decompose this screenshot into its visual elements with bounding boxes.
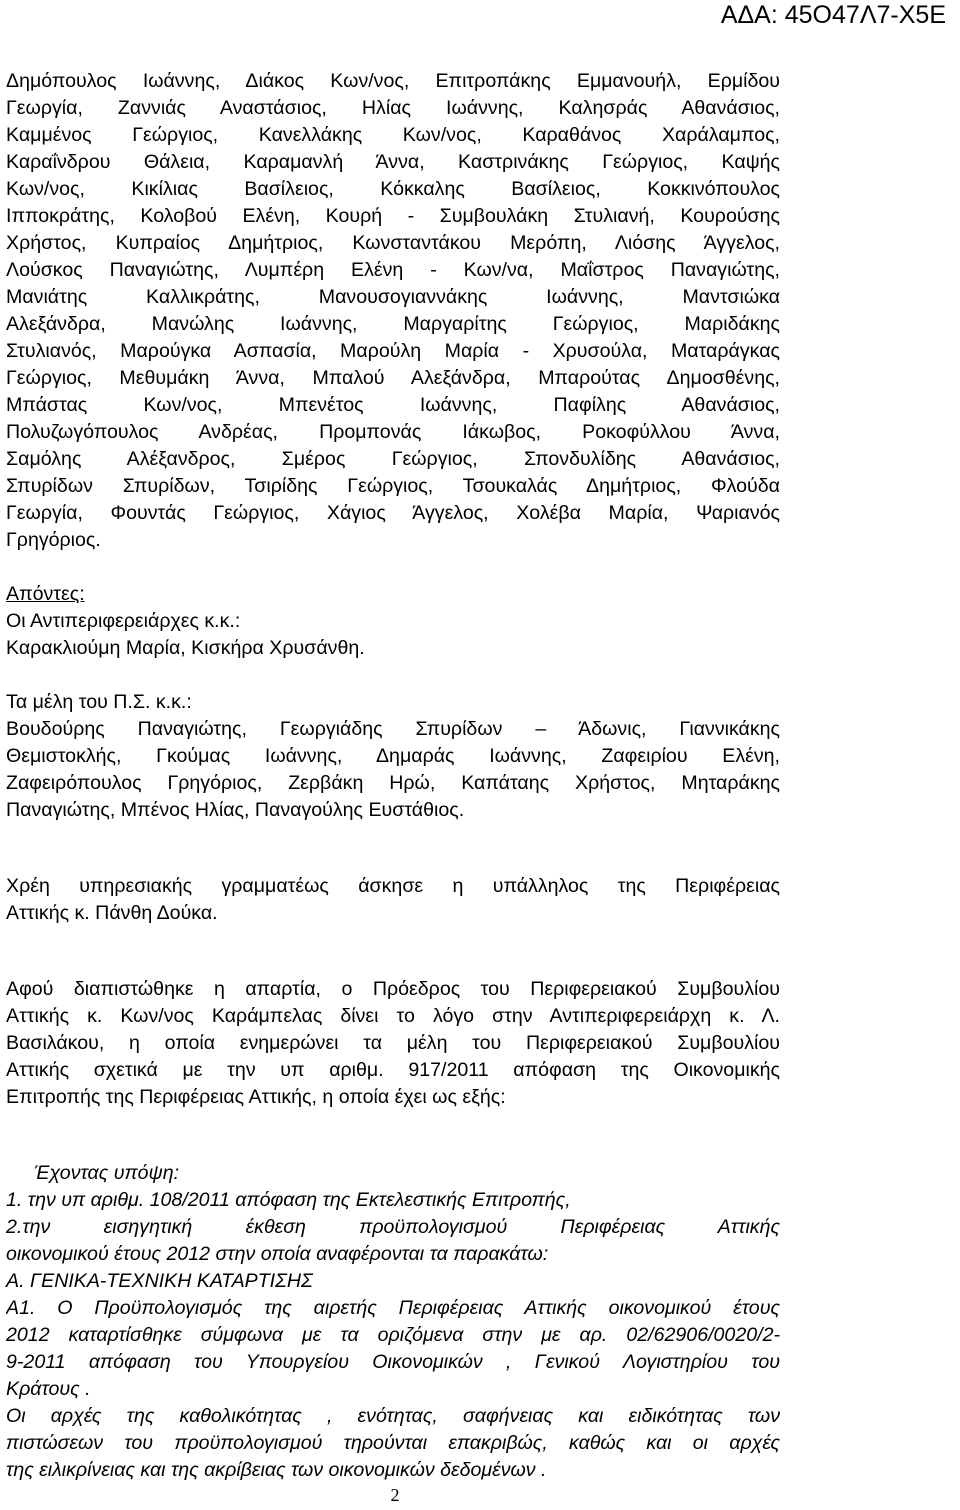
quorum-line: Αττικής κ. Κων/νος Καράμπελας δίνει το λόγο στην Αντιπεριφερειάρχη κ. Λ.: [6, 1005, 780, 1027]
deputies-label: Οι Αντιπεριφερειάρχες κ.κ.:: [6, 610, 241, 632]
a1-last-line: Κράτους .: [6, 1378, 91, 1400]
attendees-line: Μανιάτης Καλλικράτης, Μανουσογιαννάκης Ιωάννης, Μαντσιώκα: [6, 286, 780, 308]
attendees-line: Μπάστας Κων/νος, Μπενέτος Ιωάννης, Παφίλης Αθανάσιος,: [6, 394, 780, 416]
ada-header: ΑΔΑ: 45Ο47Λ7-Χ5Ε: [720, 1, 946, 29]
attendees-line: Σαμόλης Αλέξανδρος, Σμέρος Γεώργιος, Σπονδυλίδης Αθανάσιος,: [6, 448, 780, 470]
attendees-line: Πολυζωγόπουλος Ανδρέας, Προμπονάς Ιάκωβος, Ροκοφύλλου Άννα,: [6, 421, 780, 443]
members-line: Ζαφειρόπουλος Γρηγόριος, Ζερβάκη Ηρώ, Καπάταης Χρήστος, Μηταράκης: [6, 772, 780, 794]
absent-heading: Απόντες:: [6, 583, 85, 605]
consideration-item-1: 1. την υπ αριθμ. 108/2011 απόφαση της Εκτελεστικής Επιτροπής,: [6, 1189, 571, 1211]
attendees-line: Γεωργία, Ζαννιάς Αναστάσιος, Ηλίας Ιωάννης, Καλησράς Αθανάσιος,: [6, 97, 780, 119]
document-body: [6, 68, 780, 1484]
consideration-item-2-line-1: 2.την εισηγητική έκθεση προϋπολογισμού Περιφέρειας Αττικής: [6, 1216, 780, 1238]
attendees-line: Γεωργία, Φουντάς Γεώργιος, Χάγιος Άγγελος, Χολέβα Μαρία, Ψαριανός: [6, 502, 780, 524]
a1-line: Α1. Ο Προϋπολογισμός της αιρετής Περιφέρειας Αττικής οικονομικού έτους: [6, 1297, 780, 1319]
attendees-line: Δημόπουλος Ιωάννης, Διάκος Κων/νος, Επιτροπάκης Εμμανουήλ, Ερμίδου: [6, 70, 780, 92]
deputies-names: Καρακλιούμη Μαρία, Κισκήρα Χρυσάνθη.: [6, 637, 365, 659]
a1-line: 2012 καταρτίσθηκε σύμφωνα με τα οριζόμενα στην με αρ. 02/62906/0020/2-: [6, 1324, 780, 1346]
attendees-line: Ιπποκράτης, Κολοβού Ελένη, Κουρή - Συμβουλάκη Στυλιανή, Κουρούσης: [6, 205, 780, 227]
secretary-line-1: Χρέη υπηρεσιακής γραμματέως άσκησε η υπάλληλος της Περιφέρειας: [6, 875, 780, 897]
quorum-line: Αφού διαπιστώθηκε η απαρτία, ο Πρόεδρος του Περιφερειακού Συμβουλίου: [6, 978, 780, 1000]
attendees-last-line: Γρηγόριος.: [6, 529, 101, 551]
principles-line: Οι αρχές της καθολικότητας , ενότητας, σαφήνειας και ειδικότητας των: [6, 1405, 780, 1427]
quorum-line: Βασιλάκου, η οποία ενημερώνει τα μέλη του Περιφερειακού Συμβουλίου: [6, 1032, 780, 1054]
attendees-line: Στυλιανός, Μαρούγκα Ασπασία, Μαρούλη Μαρία - Χρυσούλα, Ματαράγκας: [6, 340, 780, 362]
members-label: Τα μέλη του Π.Σ. κ.κ.:: [6, 691, 192, 713]
members-paragraph: [6, 716, 780, 797]
attendees-line: Αλεξάνδρα, Μανώλης Ιωάννης, Μαργαρίτης Γεώργιος, Μαριδάκης: [6, 313, 780, 335]
principles-paragraph: [6, 1403, 780, 1457]
principles-last-line: της ειλικρίνειας και της ακρίβειας των οικονομικών δεδομένων .: [6, 1459, 547, 1481]
members-last-line: Παναγιώτης, Μπένος Ηλίας, Παναγούλης Ευστάθιος.: [6, 799, 465, 821]
attendees-line: Καμμένος Γεώργιος, Κανελλάκης Κων/νος, Καραθάνος Χαράλαμπος,: [6, 124, 780, 146]
attendees-line: Σπυρίδων Σπυρίδων, Τσιρίδης Γεώργιος, Τσουκαλάς Δημήτριος, Φλούδα: [6, 475, 780, 497]
principles-line: πιστώσεων του προϋπολογισμού τηρούνται επακριβώς, καθώς και οι αρχές: [6, 1432, 780, 1454]
quorum-line: Αττικής σχετικά με την υπ αριθμ. 917/2011 απόφαση της Οικονομικής: [6, 1059, 780, 1081]
considerations-heading: Έχοντας υπόψη:: [34, 1162, 180, 1184]
attendees-line: Καραΐνδρου Θάλεια, Καραμανλή Άννα, Καστρινάκης Γεώργιος, Καψής: [6, 151, 780, 173]
section-a-heading: Α. ΓΕΝΙΚΑ-ΤΕΧΝΙΚΗ ΚΑΤΑΡΤΙΣΗΣ: [6, 1270, 313, 1292]
page-number: 2: [390, 1485, 400, 1505]
quorum-paragraph: [6, 976, 780, 1084]
attendees-line: Λούσκος Παναγιώτης, Λυμπέρη Ελένη - Κων/να, Μαΐστρος Παναγιώτης,: [6, 259, 780, 281]
secretary-line-2: Αττικής κ. Πάνθη Δούκα.: [6, 902, 218, 924]
attendees-line: Γεώργιος, Μεθυμάκη Άννα, Μπαλού Αλεξάνδρα, Μπαρούτας Δημοσθένης,: [6, 367, 780, 389]
a1-paragraph: [6, 1295, 780, 1376]
members-line: Θεμιστοκλής, Γκούμας Ιωάννης, Δημαράς Ιωάννης, Ζαφειρίου Ελένη,: [6, 745, 780, 767]
quorum-last-line: Επιτροπής της Περιφέρειας Αττικής, η οποία έχει ως εξής:: [6, 1086, 506, 1108]
members-line: Βουδούρης Παναγιώτης, Γεωργιάδης Σπυρίδων – Άδωνις, Γιαννικάκης: [6, 718, 780, 740]
attendees-paragraph: [6, 68, 780, 527]
attendees-line: Χρήστος, Κυπραίος Δημήτριος, Κωνσταντάκου Μερόπη, Λιόσης Άγγελος,: [6, 232, 780, 254]
consideration-item-2-line-2: οικονομικού έτους 2012 στην οποία αναφέρονται τα παρακάτω:: [6, 1243, 549, 1265]
attendees-line: Κων/νος, Κικίλιας Βασίλειος, Κόκκαλης Βασίλειος, Κοκκινόπουλος: [6, 178, 780, 200]
a1-line: 9-2011 απόφαση του Υπουργείου Οικονομικών , Γενικού Λογιστηρίου του: [6, 1351, 780, 1373]
